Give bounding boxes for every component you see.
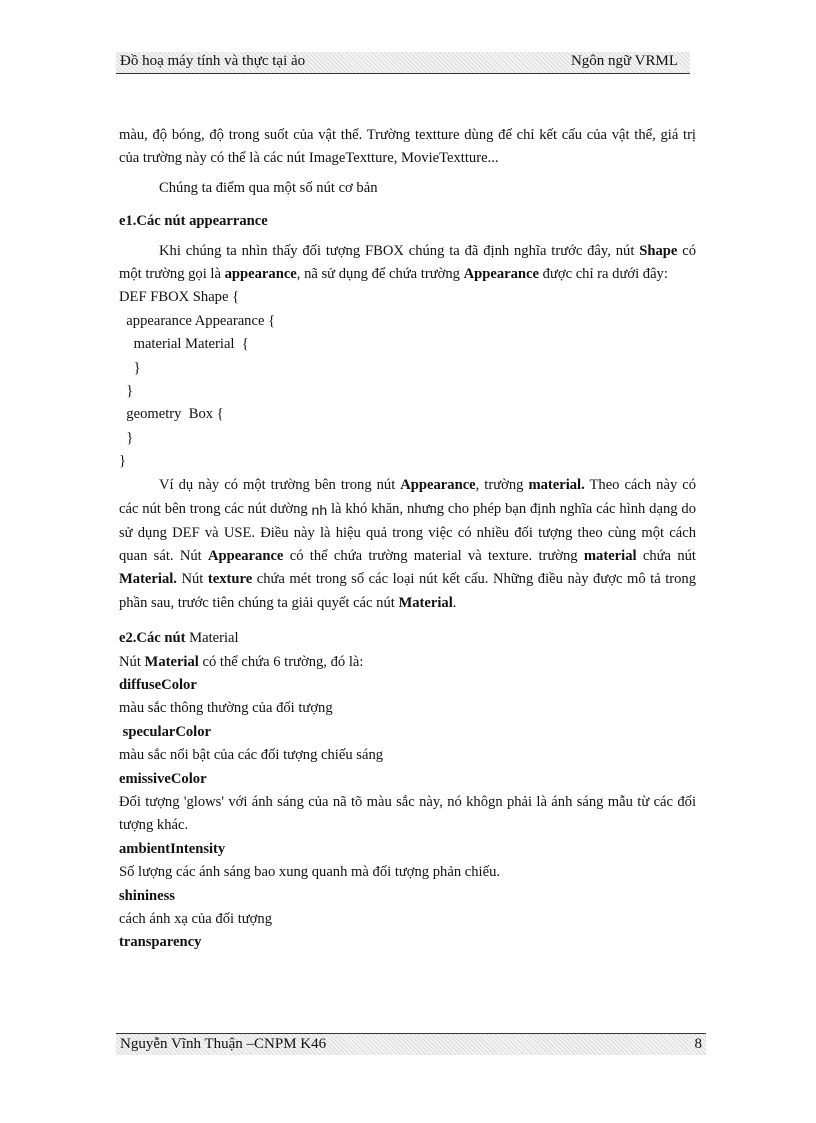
e1-paragraph-1: Khi chúng ta nhìn thấy đối tượng FBOX chúng ta đã định nghĩa trước đây, nút Shape có một trường gọi là appearance, nã sử dụng để chứa trường Appearance được chỉ ra dưới đây: [119, 242, 696, 283]
footer-author: Nguyễn Vĩnh Thuận –CNPM K46 [120, 1036, 327, 1052]
field-description: Đối tượng 'glows' với ánh sáng của nã tõ màu sắc này, nó khôgn phải là ánh sáng mẫu từ các đối tượng khác. [119, 793, 696, 834]
e2-intro: Nút Material có thể chứa 6 trường, đó là: [119, 653, 364, 670]
header-title: Đồ hoạ máy tính và thực tại ảo [120, 53, 306, 69]
field-name: emissiveColor [119, 770, 207, 787]
page-footer [116, 1033, 706, 1055]
code-block [119, 286, 696, 473]
field-name: diffuseColor [119, 676, 197, 693]
section-e2-heading: e2.Các nút Material [119, 630, 239, 647]
code-line: } [119, 359, 141, 376]
page-number: 8 [694, 1036, 702, 1052]
code-line: material Material { [119, 336, 249, 353]
field-description: màu sắc nổi bật của các đối tượng chiếu sáng [119, 747, 384, 764]
field-name: specularColor [119, 723, 212, 740]
field-name: ambientIntensity [119, 840, 226, 857]
page-body [119, 124, 696, 955]
field-description: Số lượng các ánh sáng bao xung quanh mà đối tượng phản chiếu. [119, 864, 501, 881]
field-description: màu sắc thông thường của đối tượng [119, 700, 333, 717]
code-line: } [119, 429, 134, 446]
code-line: } [119, 453, 127, 470]
header-subject: Ngôn ngữ VRML [570, 53, 678, 69]
code-line: DEF FBOX Shape { [119, 289, 240, 306]
field-name: shininess [119, 887, 175, 904]
field-description: cách ánh xạ của đối tượng [119, 911, 272, 927]
section-e1-heading: e1.Các nút appearrance [119, 213, 268, 230]
code-line: } [119, 383, 134, 400]
page-header [116, 52, 690, 74]
code-line: appearance Appearance { [119, 312, 276, 329]
e1-paragraph-2: Ví dụ này có một trường bên trong nút Appearance, trường material. Theo cách này có các nút bên trong các nút dường nh là khó khăn, nhưng cho phép bạn định nghĩa các hình dạng do sử dụng DEF và USE. Điều này là hiệu quả trong việc có nhiều đối tượng theo cùng một cách quan sát. Nút Appearance có thể chứa trường material và texture. trường material chứa nút Material. Nút texture chứa mét trong số các loại nút kết cấu. Những điều này được mô tả trong phần sau, trước tiên chúng ta giải quyết các nút Material. [119, 476, 697, 611]
intro-summary: Chúng ta điểm qua một số nút cơ bản [159, 179, 378, 196]
code-line: geometry Box { [119, 406, 224, 423]
field-name: transparency [119, 934, 202, 951]
intro-paragraph: màu, độ bóng, độ trong suốt của vật thể. Trường textture dùng để chỉ kết cấu của vật thể, giá trị của trường này có thể là các nút ImageTextture, MovieTextture... [119, 127, 696, 167]
